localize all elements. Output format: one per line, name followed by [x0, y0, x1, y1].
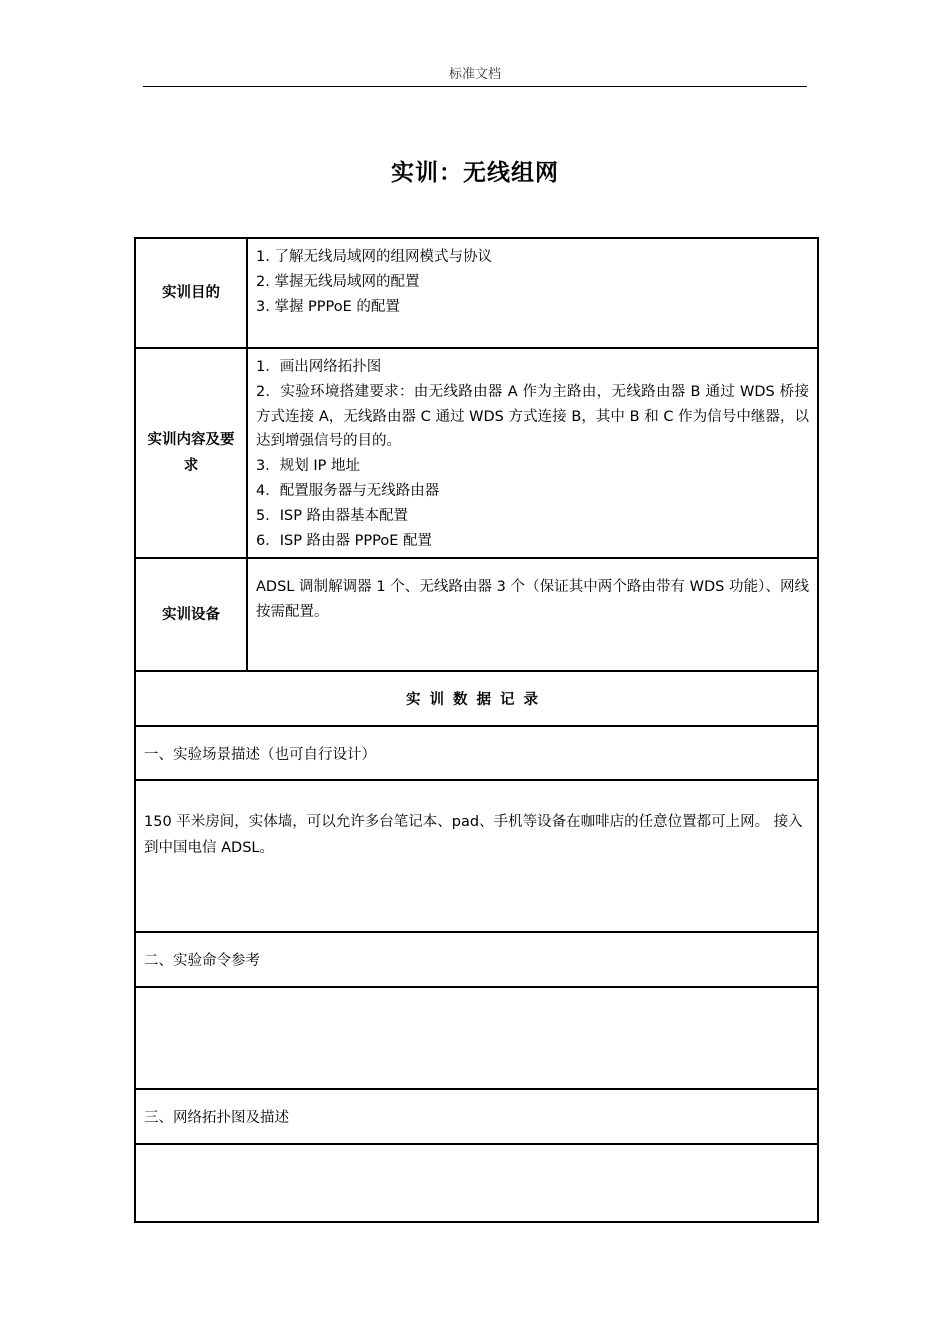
objectives-content: [247, 238, 818, 348]
requirement-item: 4．配置服务器与无线路由器: [256, 482, 440, 499]
requirement-item: 6．ISP 路由器 PPPoE 配置: [256, 532, 433, 549]
equipment-label: 实训设备: [135, 558, 247, 671]
content-label: 实训内容及要求: [135, 348, 247, 558]
requirement-item: 3．规划 IP 地址: [256, 458, 360, 475]
commands-label: 二、实验命令参考: [135, 932, 818, 987]
topology-label-row: [135, 1089, 818, 1144]
commands-content: [135, 987, 818, 1089]
requirement-item: 5．ISP 路由器基本配置: [256, 507, 409, 524]
topology-body-row: [135, 1144, 818, 1222]
objectives-label: 实训目的: [135, 238, 247, 348]
requirement-item: 2．实验环境搭建要求：由无线路由器 A 作为主路由，无线路由器 B 通过 WDS 桥接方式连接 A，无线路由器 C 通过 WDS 方式连接 B，其中 B 和 C 作为信号中继器，以达到增强信号的目的。: [256, 383, 809, 450]
scene-body-row: [135, 780, 818, 932]
objective-item: 2. 掌握无线局域网的配置: [256, 273, 420, 290]
topology-content: [135, 1144, 818, 1222]
equipment-row: [135, 558, 818, 671]
equipment-content: ADSL 调制解调器 1 个、无线路由器 3 个（保证其中两个路由带有 WDS 功能）、网线按需配置。: [247, 558, 818, 671]
requirement-item: 1．画出网络拓扑图: [256, 359, 382, 375]
commands-body-row: [135, 987, 818, 1089]
training-table: [134, 237, 819, 1223]
commands-label-row: [135, 932, 818, 987]
scene-label: 一、实验场景描述（也可自行设计）: [135, 726, 818, 780]
scene-label-row: [135, 726, 818, 780]
scene-description: 150 平米房间，实体墙，可以允许多台笔记本、pad、手机等设备在咖啡店的任意位置都可上网。 接入到中国电信 ADSL。: [135, 780, 818, 932]
content-row: [135, 348, 818, 558]
topology-label: 三、网络拓扑图及描述: [135, 1089, 818, 1144]
objectives-row: [135, 238, 818, 348]
objective-item: 3. 掌握 PPPoE 的配置: [256, 298, 400, 315]
record-heading: 实训数据记录: [135, 671, 818, 726]
header-text: 标准文档: [448, 67, 501, 82]
page-title: 实训：无线组网: [391, 160, 559, 186]
objective-item: 1. 了解无线局域网的组网模式与协议: [256, 249, 492, 265]
record-heading-row: [135, 671, 818, 726]
content-requirements: [247, 348, 818, 558]
page-header: [143, 66, 807, 87]
